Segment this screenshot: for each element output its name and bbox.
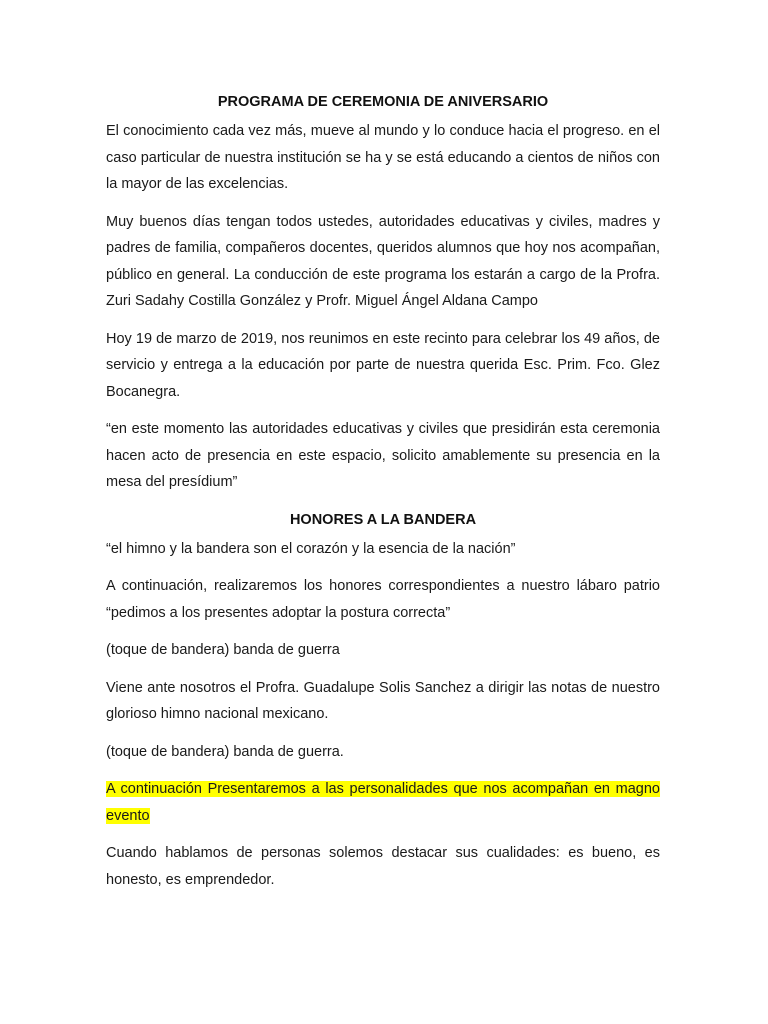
paragraph-toque-2: (toque de bandera) banda de guerra. bbox=[106, 743, 344, 760]
paragraph-cualidades: Cuando hablamos de personas solemos destacar sus cualidades: es bueno, es honesto, es emprendedor. bbox=[106, 845, 660, 888]
paragraph-himno-nacional: Viene ante nosotros el Profra. Guadalupe Solis Sanchez a dirigir las notas de nuestro glorioso himno nacional mexicano. bbox=[106, 679, 660, 722]
document-page bbox=[106, 89, 660, 893]
paragraph-himno-quote: “el himno y la bandera son el corazón y la esencia de la nación” bbox=[106, 540, 516, 557]
paragraph-personalidades bbox=[106, 776, 660, 829]
paragraph-honores: A continuación, realizaremos los honores correspondientes a nuestro lábaro patrio “pedimos a los presentes adoptar la postura correcta” bbox=[106, 578, 660, 621]
paragraph-toque-1: (toque de bandera) banda de guerra bbox=[106, 642, 340, 658]
section-title-honores: HONORES A LA BANDERA bbox=[289, 511, 477, 528]
document-title: PROGRAMA DE CEREMONIA DE ANIVERSARIO bbox=[217, 94, 549, 110]
paragraph-date: Hoy 19 de marzo de 2019, nos reunimos en este recinto para celebrar los 49 años, de servicio y entrega a la educación por parte de nuestra querida Esc. Prim. Fco. Glez Bocanegra. bbox=[106, 330, 660, 400]
paragraph-greeting: Muy buenos días tengan todos ustedes, autoridades educativas y civiles, madres y padres de familia, compañeros docentes, queridos alumnos que hoy nos acompañan, público en general. La conducción de este programa los estarán a cargo de la Profra. Zuri Sadahy Costilla González y Profr. Miguel Ángel Aldana Campo bbox=[106, 213, 660, 309]
paragraph-intro: El conocimiento cada vez más, mueve al mundo y lo conduce hacia el progreso. en el caso particular de nuestra institución se ha y se está educando a cientos de niños con la mayor de las excelencias. bbox=[106, 123, 660, 192]
paragraph-authorities: “en este momento las autoridades educativas y civiles que presidirán esta ceremonia hacen acto de presencia en este espacio, solicito amablemente su presencia en la mesa del presídium” bbox=[106, 421, 660, 490]
highlighted-text: A continuación Presentaremos a las personalidades que nos acompañan en magno evento bbox=[106, 781, 660, 824]
